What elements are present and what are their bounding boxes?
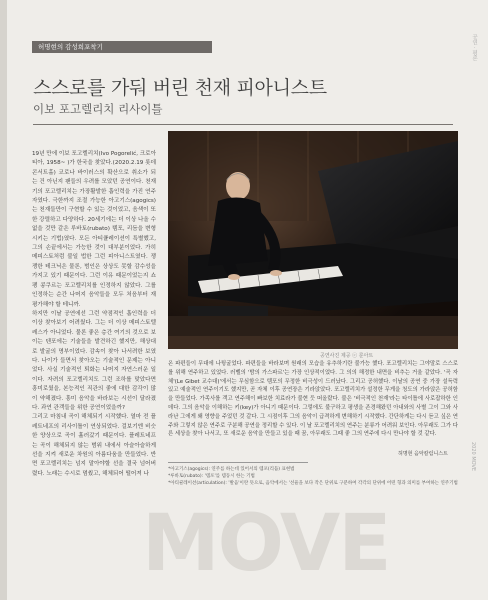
footnote-divider	[168, 462, 308, 463]
issue-marker: 2020 MOVE	[470, 442, 476, 472]
footnote: *아고기스(agogics): 연주를 하는데 있어서의 템포(리듬) 표현법	[168, 467, 295, 472]
page-edge	[0, 0, 7, 600]
body-paragraph: 하지만 이날 공연에선 그런 약점적인 흡인력을 더 이상 찾아보기 어려웠다. 그는 더 이상 메피스토텔레스가 아니었다. 물론 좋은 층간 여기의 것으로 보이는 텐포에는 기술들을 발견하긴 했지만, 해상대로 발굴의 명부이었다. 감속이 찾아 나서려한 보였다. 나이가 들면서 찾아오는 기술적인 문제는 아니었다. 사실 기술적인 퇴화는 나머지 자연스러운 일이다. 자려의 포고렐리치도 그런 조하를 맞았다면 흥미로웠을, 본능적인 직관의 좋에 대한 감각이 많이 약해졌다. 흥미 음악을 바라보는 시선이 달라졌다. 과연 관객들을 위한 공연이었을까?	[32, 310, 156, 411]
body-paragraph: 19년 만에 이보 포고렐리치(Ivo Pogorelić, 크로아티아, 1958~ )가 한국을 찾았다.(2020.2.19 롯데콘서트홀) 코로나 바이러스의 확산으로 취소가 되는 건 아닌지 팬들의 우려를 모았던 공연이다. 천재기의 포고렐리치는 가장활발한 흡인력을 가진 연주자였다. 극한까지 조절 가능한 아고기스(agogics)는 천재들만이 구현할 수 있는 것이었고, 음색이 또한 강렬하고 다양하다. 20세기에는 더 이상 나올 수 없을 것만 같은 루바토(rubato) 템포, 리듬을 변형시키는 기법)였다. 모든 아티큘레이션이 특별했고, 그의 손끝에서는 가능한 것이 대부분이었다. 가히 메피스토처럼 불일 법한 그런 피아니스트였다. 쟁쟁한 테크닉은 물론, 범인은 상상도 못할 감수성을 가지고 있기 때문이다. 그런 이유 때문이었는지 쇼팽 콩쿠르는 포고렐리치를 인정하지 않았다. 그를 인정하는 순간 나머지 음악들을 모두 처음부터 재평가해야 할 테니까.	[32, 151, 157, 308]
photo-credit: 공연사진 제공 ⓒ 룬아트	[320, 353, 374, 359]
author-credit: 허명현 음악칼럼니스트	[398, 451, 448, 457]
body-paragraph: 그리고 마침내 곡이 해체되기 시작했다. 열마 전 플레트네프의 리사이틀이 연상되었다. 걸보기엔 비슷한 양상으로 곡이 흘러갔기 때문이다. 플레트네프는 곡이 해체되지 않는 범위 내에서 아슬아슬하게 선을 지켜 새로운 차원의 아름다움을 만들었다. 반면 포고렐리치는 넘지 말아야할 선을 결국 넘어버렸다. 노래는 수시로 멈췄고, 해체되어 떨어져 나	[32, 414, 156, 477]
body-paragraph: 온 파편들이 무대에 나뒹굴었다. 파편들을 바라보며 원래의 모습을 유추하기란 불가능 했다. 포고렐리치는 그야말로 스스로를 위해 연주하고 있었다. 러벨의 '밤의 가스파르'는 가장 인상적이었다. 그 의의 해정한 내면을 비추는 거울 같았다. '곡 자체'(Le Gibet 교수대)'에서는 무심함으로 템포의 무정한 비극성이 드러났다. 그리고 공허했다. 이날의 공연 중 가장 설득력 있고 예술적인 연주이기도 했지만, 곧 자체 이후 공연장은 기라앉았다. 포고렐리치가 설정한 무게을 청도의 가라앉은 공허함을 만들었다. 가족사를 객고 연주해이 빠보한 치료라가 불현 듯 떠올랐다. 불은 '비극적인 천재'라는 타이틀에 사로잡하한 인데다. 그의 음악을 이해하는 키(key)가 아니기 때문이다. 그렇에도 불구하고 평생을 존경해왔던 아내와의 사별 그이 그와 사라난 그에게 왜 영향을 주었던 것 같다. 그 시점이후 그의 음악이 급격하게 변해하기 시작했다. 간단하게는 다시 듣고 싶은 연주와 그렇지 않은 연주로 구분해 공연을 정리할 수 있다. 이 날 포고렐리치의 연주는 분류가 어려워 보인다. 아무래도 그가 다른 세상을 찾아 나서고, 또 새로운 음악을 만들고 있을 때 꿈, 아무래도 그때 좋 그의 연주에 다시 만나야 할 것 같다.	[168, 361, 458, 438]
title-divider	[33, 124, 453, 125]
body-column-left	[32, 150, 156, 479]
article-title: 스스로를 가둬 버린 천재 피아니스트	[33, 77, 327, 99]
article-subtitle: 이보 포고렐리치 리사이틀	[33, 102, 163, 116]
move-watermark: MOVE	[142, 499, 390, 589]
series-tag: 허명현의 감성희포착기	[32, 41, 212, 53]
footnote: *아티큘레이션(articulation): '발음'이란 뜻으로, 음악에서는 '선율을 보다 작은 단위로 구분하여 각각의 단위에 어떤 형과 의미를 부여하는 연주기법	[168, 481, 458, 487]
body-column-wide	[168, 360, 458, 439]
footnote: *루바토(rubato): '템포'를 템동시 한는 기법	[168, 474, 255, 480]
performance-photo	[168, 131, 458, 349]
footnotes	[168, 466, 458, 488]
section-marker: 공연 · 평론	[471, 34, 477, 62]
